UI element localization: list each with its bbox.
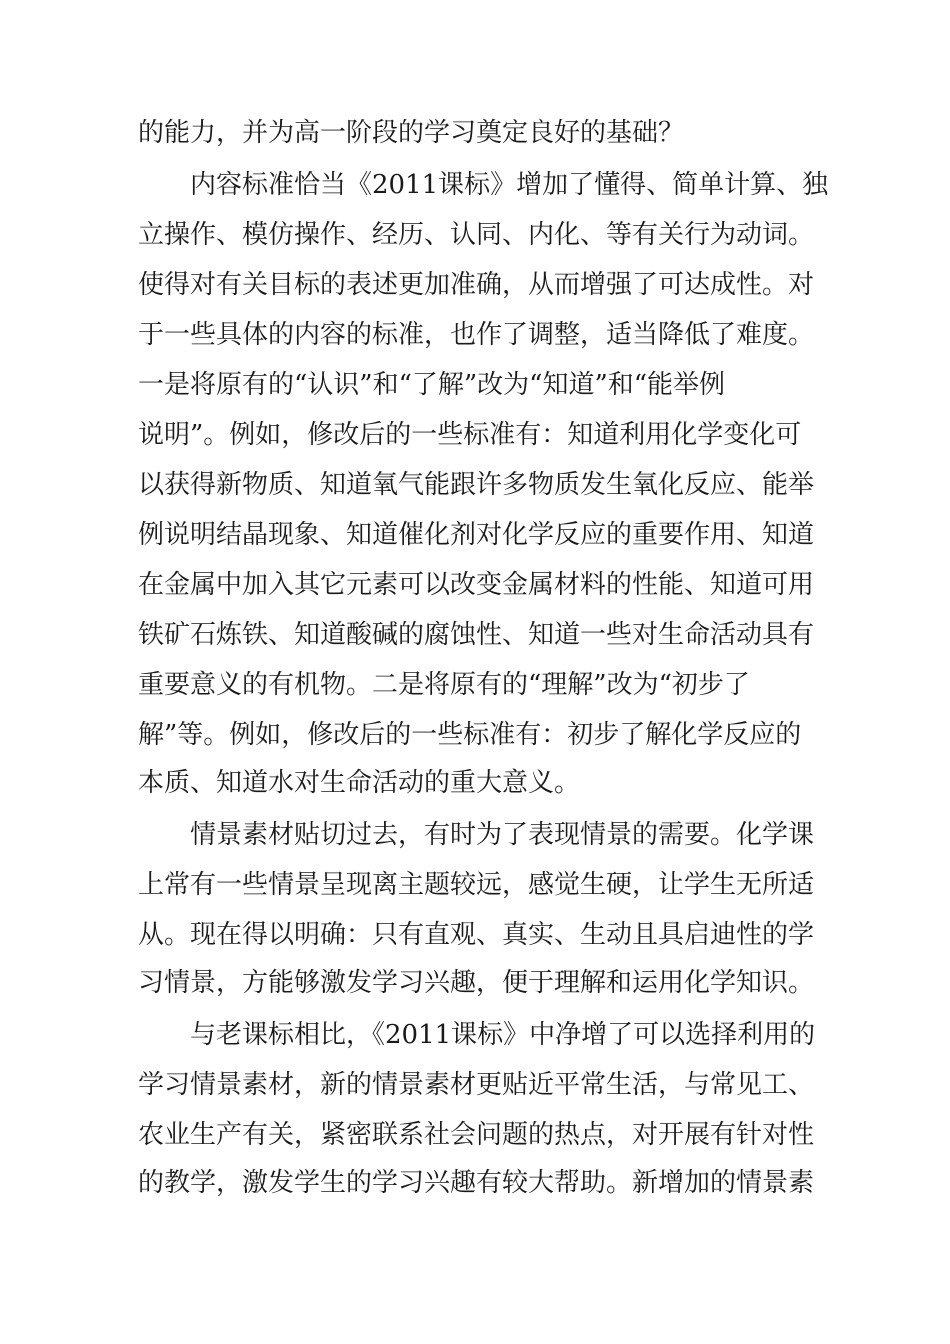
text-line: 铁矿石炼铁、知道酸碱的腐蚀性、知道一些对生命活动具有 bbox=[138, 620, 815, 650]
paragraph-first-line: 情景素材贴切过去，有时为了表现情景的需要。化学课 bbox=[190, 820, 815, 850]
text-line: 本质、知道水对生命活动的重大意义。 bbox=[138, 768, 581, 798]
text-line: 以获得新物质、知道氧气能跟许多物质发生氧化反应、能举 bbox=[138, 470, 815, 500]
paragraph-first-line: 与老课标相比，《2011课标》中净增了可以选择利用的 bbox=[190, 1020, 816, 1050]
text-line: 在金属中加入其它元素可以改变金属材料的性能、知道可用 bbox=[138, 570, 815, 600]
text-line: 例说明结晶现象、知道催化剂对化学反应的重要作用、知道 bbox=[138, 520, 815, 550]
paragraph-first-line: 内容标准恰当《2011课标》增加了懂得、简单计算、独 bbox=[190, 170, 829, 200]
text-line: 的教学，激发学生的学习兴趣有较大帮助。新增加的情景素 bbox=[138, 1168, 815, 1198]
text-line: 一是将原有的“认识”和“了解”改为“知道”和“能举例 bbox=[138, 370, 726, 400]
text-line: 于一些具体的内容的标准，也作了调整，适当降低了难度。 bbox=[138, 320, 815, 350]
text-line: 重要意义的有机物。二是将原有的“理解”改为“初步了 bbox=[138, 670, 750, 700]
text-line: 学习情景素材，新的情景素材更贴近平常生活，与常见工、 bbox=[138, 1070, 815, 1100]
text-line: 立操作、模仿操作、经历、认同、内化、等有关行为动词。 bbox=[138, 220, 815, 250]
text-line: 的能力，并为高一阶段的学习奠定良好的基础？ bbox=[138, 118, 685, 148]
text-line: 习情景，方能够激发学习兴趣，便于理解和运用化学知识。 bbox=[138, 968, 815, 998]
text-line: 上常有一些情景呈现离主题较远，感觉生硬，让学生无所适 bbox=[138, 870, 815, 900]
text-line: 说明”。例如，修改后的一些标准有：知道利用化学变化可 bbox=[138, 420, 802, 450]
text-line: 从。现在得以明确：只有直观、真实、生动且具启迪性的学 bbox=[138, 920, 815, 950]
text-line: 使得对有关目标的表述更加准确，从而增强了可达成性。对 bbox=[138, 270, 815, 300]
text-line: 农业生产有关，紧密联系社会问题的热点，对开展有针对性 bbox=[138, 1120, 815, 1150]
text-line: 解”等。例如，修改后的一些标准有：初步了解化学反应的 bbox=[138, 720, 802, 750]
